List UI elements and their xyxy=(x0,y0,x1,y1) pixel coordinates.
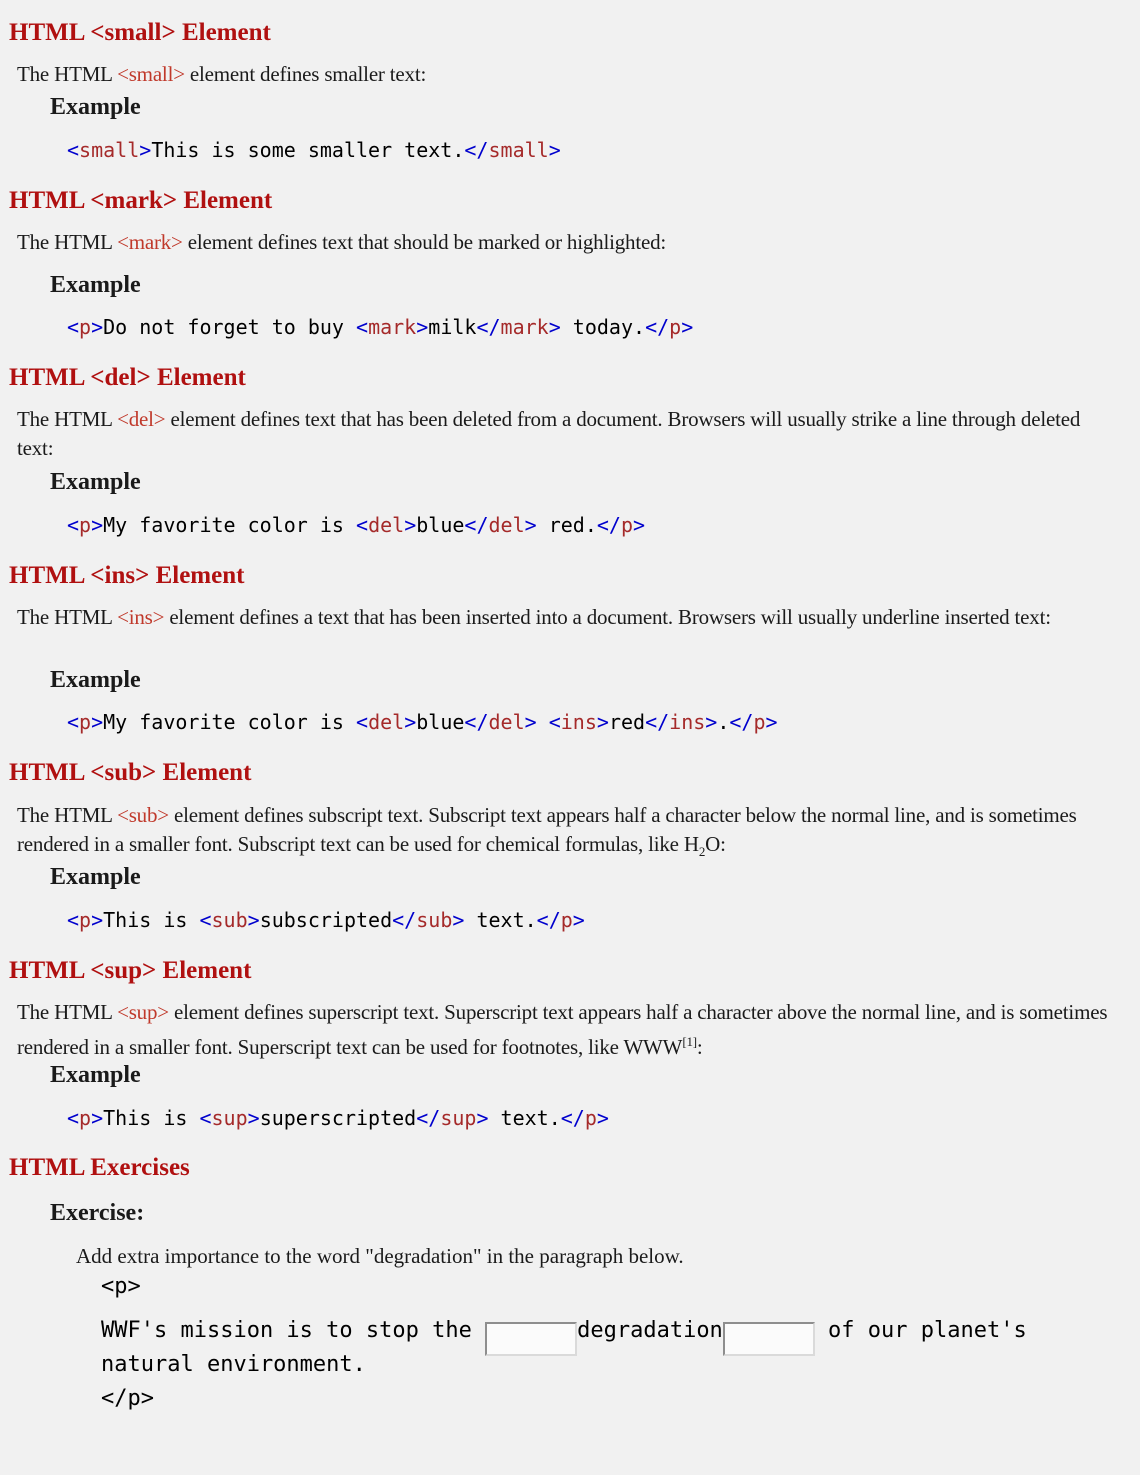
example-label: Example xyxy=(50,94,141,120)
desc-del: The HTML <del> element defines text that has been deleted from a document. Browsers will usually strike a line through deleted text: xyxy=(17,407,1081,460)
heading-exercises: HTML Exercises xyxy=(9,1154,190,1181)
inline-tag: <ins> xyxy=(117,605,165,629)
exercise-close-tag: </p> xyxy=(101,1386,154,1411)
example-label: Example xyxy=(50,272,141,298)
heading-ins: HTML <ins> Element xyxy=(9,562,245,589)
inline-tag: <del> xyxy=(117,407,166,431)
answer-input-1[interactable] xyxy=(485,1322,577,1356)
exercise-open-tag: <p> xyxy=(101,1274,141,1299)
heading-sub: HTML <sub> Element xyxy=(9,759,252,786)
answer-input-2[interactable] xyxy=(723,1322,815,1356)
example-label: Example xyxy=(50,667,141,693)
inline-tag: <small> xyxy=(117,62,185,86)
example-label: Example xyxy=(50,469,141,495)
inline-tag: <mark> xyxy=(117,230,183,254)
inline-tag: <sub> xyxy=(117,803,169,827)
desc-sup: The HTML <sup> element defines superscript text. Superscript text appears half a character above the normal line, and is sometimes rendered in a smaller font. Superscript text can be used for footnotes, like WWW[1]: xyxy=(17,1000,1108,1059)
heading-del: HTML <del> Element xyxy=(9,364,246,391)
code-example-sup: <p>This is <sup>superscripted</sup> text.</p> xyxy=(67,1106,609,1130)
code-example-mark: <p>Do not forget to buy <mark>milk</mark> today.</p> xyxy=(67,315,694,339)
exercise-prompt: Add extra importance to the word "degradation" in the paragraph below. xyxy=(76,1244,684,1268)
code-example-del: <p>My favorite color is <del>blue</del> red.</p> xyxy=(67,513,646,537)
example-label: Example xyxy=(50,1062,141,1088)
heading-small: HTML <small> Element xyxy=(9,19,271,46)
example-label: Example xyxy=(50,864,141,890)
desc-sub: The HTML <sub> element defines subscript text. Subscript text appears half a character below the normal line, and is sometimes rendered in a smaller font. Subscript text can be used for chemical formulas, like $H_2O$: xyxy=(17,803,1077,860)
desc-ins: The HTML <ins> element defines a text that has been inserted into a document. Browsers will usually underline inserted text: xyxy=(17,605,1051,629)
desc-mark: The HTML <mark> element defines text that should be marked or highlighted: xyxy=(17,230,667,254)
code-example-ins: <p>My favorite color is <del>blue</del> <ins>red</ins>.</p> xyxy=(67,710,778,734)
inline-tag: <sup> xyxy=(117,1000,169,1024)
exercise-line-2: natural environment. xyxy=(101,1352,366,1377)
code-example-small: <small>This is some smaller text.</small> xyxy=(67,138,561,162)
exercise-label: Exercise: xyxy=(50,1200,145,1226)
heading-sup: HTML <sup> Element xyxy=(9,957,252,984)
heading-mark: HTML <mark> Element xyxy=(9,187,273,214)
desc-small: The HTML <small> element defines smaller text: xyxy=(17,62,427,86)
exercise-line-1: WWF's mission is to stop the degradation of our planet's xyxy=(101,1314,1027,1356)
code-example-sub: <p>This is <sub>subscripted</sub> text.</p> xyxy=(67,908,585,932)
